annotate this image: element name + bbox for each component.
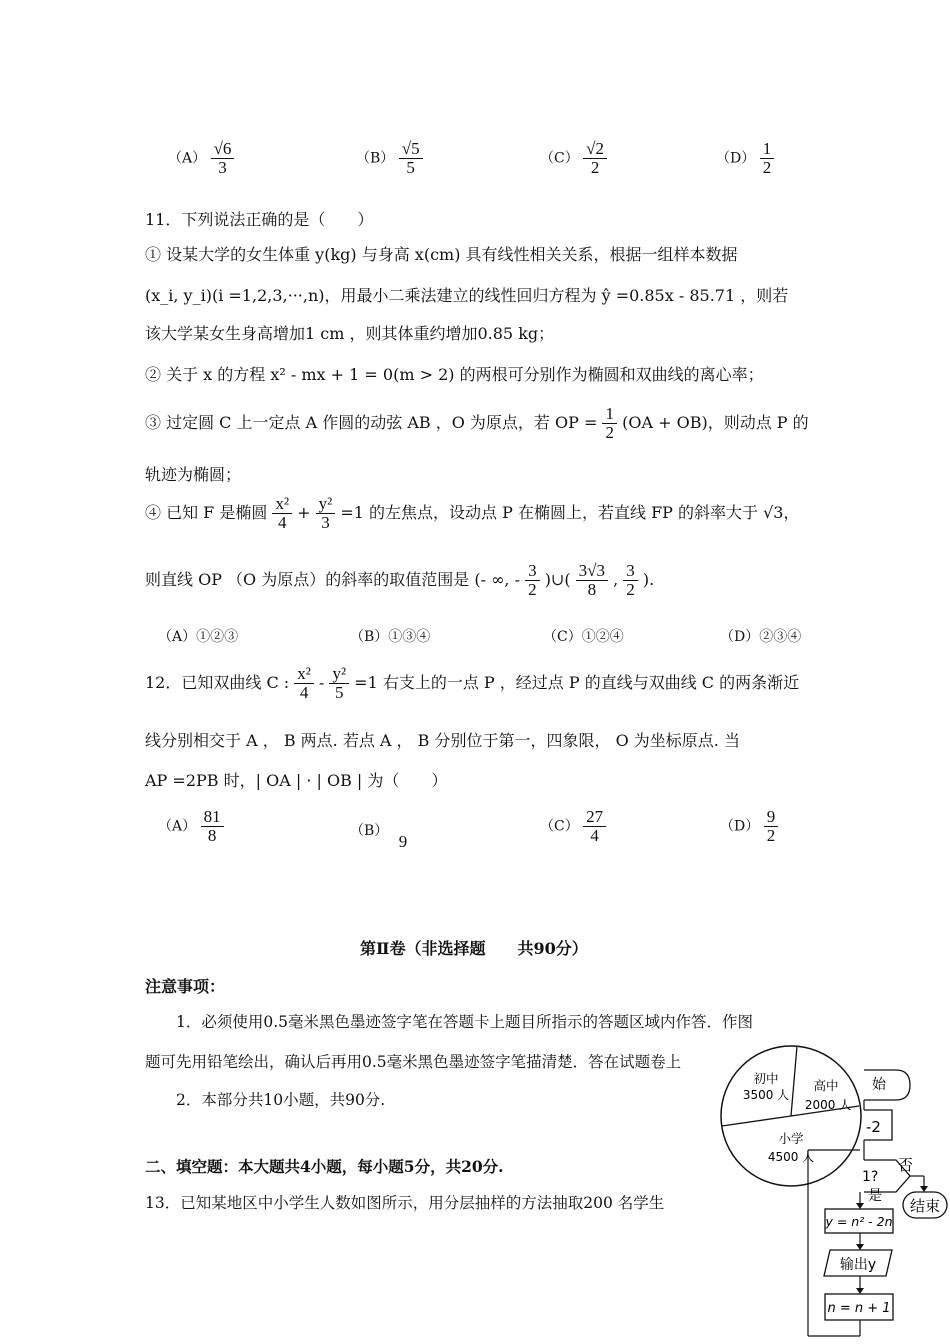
q11-stem: 11．下列说法正确的是（ ） <box>145 210 374 229</box>
numerator: √5 <box>399 140 423 159</box>
q11-statement-1-line-1: ① 设某大学的女生体重 y(kg) 与身高 x(cm) 具有线性相关关系，根据一组样本数据 <box>145 245 738 264</box>
fraction <box>623 562 638 599</box>
option-label: （D） <box>720 818 760 835</box>
q12-option-d <box>720 808 778 845</box>
no-arrowhead <box>920 1186 928 1192</box>
denominator: 2 <box>766 825 776 845</box>
statement-3-end: (OA + OB)，则动点 P 的 <box>622 412 809 432</box>
denominator: 5 <box>335 682 344 702</box>
part2-title: 第Ⅱ卷（非选择题 共90分） <box>360 939 588 958</box>
option-label: （C） <box>540 818 579 835</box>
numerator: 3 <box>623 562 638 581</box>
denominator: 3 <box>321 512 330 532</box>
start-fragment: 始 <box>872 1077 886 1093</box>
option-label: （B） <box>356 150 395 167</box>
option-label: （A） <box>168 150 207 167</box>
q10-option-d <box>716 140 774 177</box>
numerator: 1 <box>760 140 775 159</box>
step-2-text: n = n + 1 <box>827 1301 891 1316</box>
fraction <box>272 495 292 532</box>
q12-option-b <box>350 820 408 851</box>
section-2-heading: 二、填空题：本大题共4小题，每小题5分，共20分. <box>145 1157 504 1176</box>
note-1-line-2: 题可先用铅笔绘出，确认后再用0.5毫米黑色墨迹签字笔描清楚．答在试题卷上 <box>145 1053 682 1071</box>
q12-option-c <box>540 808 606 845</box>
q11-statement-2: ② 关于 x 的方程 x² - mx + 1 = 0(m > 2) 的两根可分别作为椭圆和双曲线的离心率； <box>145 365 764 384</box>
denominator: 8 <box>207 825 217 845</box>
q11-option-d: （D）②③④ <box>720 629 802 645</box>
denominator: 2 <box>626 579 635 599</box>
q12-line-1 <box>145 665 799 702</box>
fraction <box>576 562 608 599</box>
flowchart <box>800 1060 950 1344</box>
numerator: y² <box>329 665 349 684</box>
denominator: 4 <box>590 825 599 845</box>
init-box-fragment: -2 <box>866 1118 881 1136</box>
denominator: 2 <box>605 422 614 442</box>
fraction <box>583 140 607 177</box>
comma: , <box>613 569 619 589</box>
numerator: y² <box>316 495 336 514</box>
fraction <box>201 808 224 845</box>
q11-statement-1-line-3: 该大学某女生身高增加1 cm ，则其体重约增加0.85 kg； <box>145 324 555 343</box>
numerator: 3 <box>525 562 540 581</box>
pie-label-senior: 高中 <box>813 1078 839 1093</box>
q12-line-3: AP =2PB 时，| OA | · | OB | 为（ ） <box>145 771 448 790</box>
numerator: x² <box>272 495 292 514</box>
denominator: 4 <box>299 682 309 702</box>
condition-fragment: 1? <box>862 1169 879 1185</box>
pie-count-primary: 4500 人 <box>767 1150 815 1164</box>
numerator: x² <box>294 665 314 684</box>
q12-option-a <box>158 808 224 845</box>
numerator: √6 <box>211 140 235 159</box>
yes-label: 是 <box>868 1188 882 1204</box>
denominator: 3 <box>218 157 227 177</box>
fraction <box>399 140 423 177</box>
q11-statement-3-line-2: 轨迹为椭圆； <box>145 465 242 484</box>
plus-sign: + <box>297 502 311 522</box>
numerator: 3√3 <box>576 562 608 581</box>
q12-line-2: 线分别相交于 A ， B 两点. 若点 A ， B 分别位于第一，四象限， O 为坐标原点. 当 <box>145 731 740 750</box>
fraction <box>211 140 235 177</box>
denominator: 4 <box>278 512 287 532</box>
q10-option-b <box>356 140 423 177</box>
note-2: 2．本部分共10小题，共90分. <box>176 1091 386 1109</box>
yes-arrowhead <box>856 1203 864 1209</box>
q12-end: =1 右支上的一点 P ，经过点 P 的直线与双曲线 C 的两条渐近 <box>354 672 800 692</box>
arrowhead-3 <box>856 1244 864 1250</box>
q11-statement-1-line-2: (x_i, y_i)(i =1,2,3,···,n)，用最小二乘法建立的线性回归方程为 ŷ =0.85x - 85.71 ，则若 <box>145 286 789 305</box>
range-end: ). <box>642 569 655 589</box>
denominator: 2 <box>528 579 537 599</box>
option-label: （A） <box>158 818 197 835</box>
denominator: 2 <box>590 157 600 177</box>
range-start: 则直线 OP （O 为原点）的斜率的取值范围是 (- ∞, - <box>145 569 520 589</box>
denominator: 8 <box>587 579 597 599</box>
step-1-text: y = n² - 2n <box>825 1214 893 1229</box>
no-label: 否 <box>898 1156 914 1174</box>
pie-label-primary: 小学 <box>778 1131 804 1146</box>
q11-statement-4 <box>145 495 800 532</box>
option-value: 9 <box>398 832 408 851</box>
q10-option-a <box>168 140 234 177</box>
fraction <box>294 665 314 702</box>
statement-4-end: =1 的左焦点，设动点 P 在椭圆上，若直线 FP 的斜率大于 √3， <box>340 502 800 522</box>
denominator: 5 <box>406 157 415 177</box>
end-label: 结束 <box>909 1197 941 1215</box>
fraction <box>583 808 606 845</box>
numerator: √2 <box>583 140 607 159</box>
option-label: （D） <box>716 150 756 167</box>
start-terminal <box>864 1070 910 1100</box>
fraction <box>316 495 336 532</box>
pie-label-junior: 初中 <box>753 1071 779 1086</box>
numerator: 9 <box>764 808 779 827</box>
q11-statement-4-line-2 <box>145 562 654 599</box>
q11-option-a: （A）①②③ <box>158 629 239 645</box>
denominator: 2 <box>762 157 772 177</box>
fraction <box>525 562 540 599</box>
q10-option-c <box>540 140 607 177</box>
numerator: 81 <box>201 808 224 827</box>
notes-heading: 注意事项： <box>145 977 226 996</box>
numerator: 27 <box>583 808 606 827</box>
fraction <box>329 665 349 702</box>
q12-start: 12．已知双曲线 C : <box>145 672 290 692</box>
statement-3-start: ③ 过定圆 C 上一定点 A 作圆的动弦 AB ，O 为原点，若 OP = <box>145 412 598 432</box>
numerator: 1 <box>602 405 617 424</box>
fraction <box>760 140 775 177</box>
union-sign: )∪( <box>544 569 571 589</box>
pie-count-junior: 3500 人 <box>742 1088 790 1102</box>
arrowhead-4 <box>856 1288 864 1294</box>
statement-4-start: ④ 已知 F 是椭圆 <box>145 502 268 522</box>
fraction <box>602 405 617 442</box>
pie-count-senior: 2000 人 <box>804 1098 852 1112</box>
option-label: （C） <box>540 150 579 167</box>
option-label: （B） <box>350 823 389 839</box>
q11-option-b: （B）①③④ <box>350 629 431 645</box>
minus-sign: - <box>318 672 325 692</box>
q11-statement-3 <box>145 405 809 442</box>
q11-option-c: （C）①②④ <box>543 629 624 645</box>
q13-text: 13．已知某地区中小学生人数如图所示，用分层抽样的方法抽取200 名学生 <box>145 1194 665 1212</box>
note-1-line-1: 1．必须使用0.5毫米黑色墨迹签字笔在答题卡上题目所指示的答题区域内作答．作图 <box>176 1013 754 1031</box>
output-text: 输出y <box>839 1257 877 1273</box>
fraction <box>764 808 779 845</box>
